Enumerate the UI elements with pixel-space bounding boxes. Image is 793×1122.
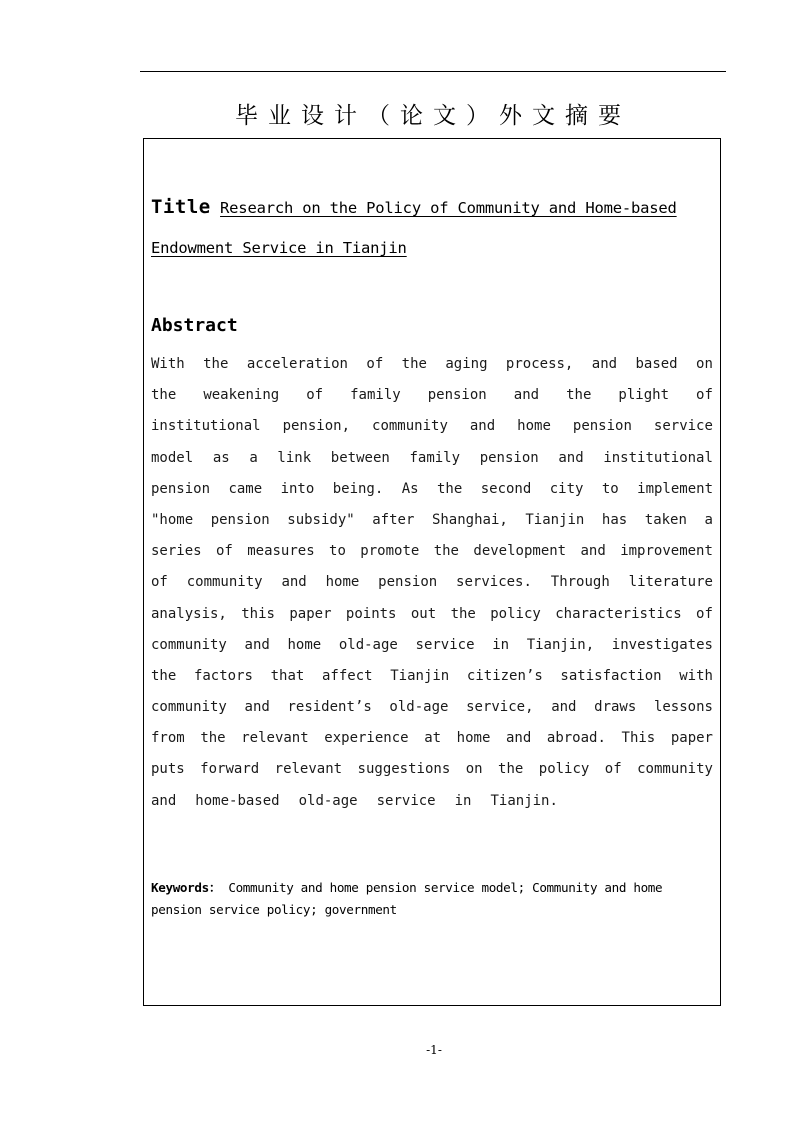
abstract-word: and [505, 730, 532, 747]
abstract-word: service [376, 792, 436, 809]
abstract-word: second [480, 480, 532, 497]
abstract-word: the [151, 667, 177, 684]
abstract-word: the [433, 543, 459, 560]
abstract-word: this [241, 605, 275, 622]
abstract-word: implement [637, 480, 713, 497]
abstract-word: and [580, 543, 606, 560]
abstract-word: pension [210, 511, 270, 528]
abstract-word: satisfaction [560, 667, 662, 684]
abstract-word: community [151, 699, 227, 716]
abstract-word: a [704, 511, 713, 528]
abstract-word: old-age [298, 792, 358, 809]
abstract-word: investigates [611, 636, 713, 653]
abstract-word: service, [466, 699, 534, 716]
abstract-word: of [366, 356, 384, 372]
abstract-word: pension [151, 480, 211, 497]
abstract-word: and [551, 699, 577, 716]
abstract-line [151, 380, 713, 411]
abstract-word: services. [456, 574, 532, 591]
abstract-word: resident’s [287, 699, 372, 716]
abstract-line [151, 754, 713, 785]
abstract-word: "home [151, 511, 194, 528]
abstract-word: pension [479, 449, 539, 466]
abstract-word: of [696, 387, 713, 404]
abstract-word: of [696, 605, 713, 622]
page-heading: 毕业设计（论文）外文摘要 [235, 103, 631, 129]
abstract-line [151, 692, 713, 723]
abstract-word: and [151, 792, 177, 809]
abstract-word: abroad. [546, 730, 606, 747]
abstract-word: With [151, 356, 185, 372]
title-label: Title [151, 196, 211, 218]
abstract-word: experience [324, 730, 409, 747]
abstract-word: community [186, 574, 263, 591]
title-line-1 [151, 187, 711, 228]
abstract-word: pension [378, 574, 438, 591]
abstract-word: plight [618, 387, 669, 404]
abstract-word: community [151, 636, 227, 653]
abstract-word: community [637, 761, 713, 778]
abstract-word: to [329, 543, 346, 560]
abstract-word: on [465, 761, 483, 778]
abstract-word: Through [550, 574, 610, 591]
abstract-word: old-age [338, 636, 398, 653]
abstract-line [151, 786, 713, 817]
abstract-word: community [372, 418, 448, 435]
abstract-word: of [215, 543, 233, 560]
abstract-line [151, 505, 713, 536]
abstract-word: taken [644, 511, 687, 528]
abstract-word: As [401, 480, 419, 497]
abstract-word: and [469, 418, 496, 435]
abstract-line [151, 661, 713, 692]
abstract-word: Tianjin, [526, 636, 595, 653]
abstract-word: measures [247, 543, 315, 560]
abstract-word: pension [572, 418, 632, 435]
abstract-word: Shanghai, [431, 511, 508, 528]
abstract-label: Abstract [151, 315, 238, 336]
abstract-word: policy [538, 761, 590, 778]
abstract-word: improvement [620, 543, 713, 560]
abstract-word: promote [360, 543, 420, 560]
abstract-word: the [200, 730, 226, 747]
abstract-line [151, 536, 713, 567]
abstract-word: has [601, 511, 628, 528]
abstract-word: being. [332, 480, 384, 497]
abstract-word: Tianjin. [490, 792, 558, 809]
abstract-word: the [498, 761, 524, 778]
abstract-word: home [517, 418, 551, 435]
abstract-word: the [401, 356, 427, 372]
abstract-word: and [281, 574, 307, 591]
abstract-word: old-age [389, 699, 449, 716]
title-block [151, 187, 711, 268]
abstract-word: link [277, 449, 312, 466]
abstract-word: of [306, 387, 324, 404]
header-rule [140, 71, 726, 72]
abstract-word: the [437, 480, 463, 497]
abstract-line [151, 630, 713, 661]
abstract-word: development [473, 543, 567, 560]
abstract-word: pension [427, 387, 487, 404]
abstract-word: and [244, 636, 270, 653]
keywords [151, 877, 717, 921]
abstract-body [151, 349, 713, 817]
abstract-word: literature [628, 574, 713, 591]
title-line-2 [151, 228, 711, 268]
abstract-word: and [558, 449, 584, 466]
abstract-word: This [621, 730, 656, 747]
abstract-word: in [454, 792, 472, 809]
abstract-word: forward [200, 761, 260, 778]
abstract-word: from [151, 730, 185, 747]
abstract-word: suggestions [357, 761, 451, 778]
abstract-word: and [513, 387, 540, 404]
abstract-word: service [415, 636, 475, 653]
abstract-word: the [450, 605, 476, 622]
abstract-word: citizen’s [466, 667, 543, 684]
abstract-word: service [653, 418, 713, 435]
abstract-word: to [601, 480, 619, 497]
abstract-line [151, 443, 713, 474]
abstract-line [151, 567, 713, 598]
abstract-word: family [409, 449, 461, 466]
abstract-word: paper [289, 605, 332, 622]
abstract-word: paper [670, 730, 713, 747]
abstract-word: family [350, 387, 401, 404]
abstract-word: Tianjin [390, 667, 450, 684]
abstract-line [151, 599, 713, 630]
abstract-word: the [566, 387, 592, 404]
abstract-word: institutional [151, 418, 261, 435]
page-number: -1- [426, 1043, 442, 1057]
abstract-word: weakening [203, 387, 280, 404]
abstract-word: between [330, 449, 390, 466]
abstract-word: as [212, 449, 230, 466]
abstract-word: the [151, 387, 177, 404]
abstract-word: analysis, [151, 605, 227, 622]
abstract-word: after [372, 511, 415, 528]
abstract-word: in [492, 636, 510, 653]
abstract-word: home-based [195, 792, 280, 809]
abstract-line [151, 474, 713, 505]
abstract-word: acceleration [246, 356, 348, 372]
abstract-word: city [549, 480, 584, 497]
abstract-word: factors [193, 667, 253, 684]
abstract-word: subsidy" [287, 511, 355, 528]
abstract-word: model [151, 449, 194, 466]
abstract-word: with [679, 667, 713, 684]
abstract-word: home [325, 574, 360, 591]
abstract-word: institutional [603, 449, 713, 466]
abstract-word: came [228, 480, 263, 497]
abstract-word: into [280, 480, 315, 497]
abstract-word: the [203, 356, 229, 372]
abstract-word: relevant [274, 761, 343, 778]
abstract-line [151, 349, 713, 380]
abstract-word: home [287, 636, 322, 653]
abstract-word: points [345, 605, 397, 622]
keywords-text: Community and home pension service model; Community and home pension service policy; government [151, 880, 663, 917]
abstract-word: lessons [653, 699, 713, 716]
abstract-word: relevant [241, 730, 309, 747]
abstract-word: Tianjin [525, 511, 585, 528]
abstract-word: affect [322, 667, 373, 684]
abstract-word: puts [151, 761, 185, 778]
abstract-word: characteristics [555, 605, 682, 622]
keywords-label: Keywords： [151, 880, 222, 895]
abstract-word: a [249, 449, 258, 466]
title-text-line-2: Endowment Service in Tianjin [151, 239, 407, 257]
abstract-word: of [151, 574, 168, 591]
abstract-word: of [604, 761, 622, 778]
abstract-word: based [635, 356, 678, 372]
abstract-word: and [244, 699, 270, 716]
abstract-word: policy [490, 605, 541, 622]
abstract-line [151, 411, 713, 442]
abstract-word: out [410, 605, 437, 622]
abstract-word: home [456, 730, 491, 747]
abstract-word: and [591, 356, 618, 372]
abstract-word: pension, [282, 418, 351, 435]
abstract-word: aging [445, 356, 488, 372]
title-text-line-1: Research on the Policy of Community and Home-based [220, 199, 677, 217]
abstract-word: process, [505, 356, 574, 372]
abstract-word: series [151, 543, 202, 560]
abstract-word: on [696, 356, 713, 372]
abstract-line [151, 723, 713, 754]
abstract-word: that [270, 667, 305, 684]
abstract-word: draws [594, 699, 637, 716]
abstract-word: at [424, 730, 442, 747]
